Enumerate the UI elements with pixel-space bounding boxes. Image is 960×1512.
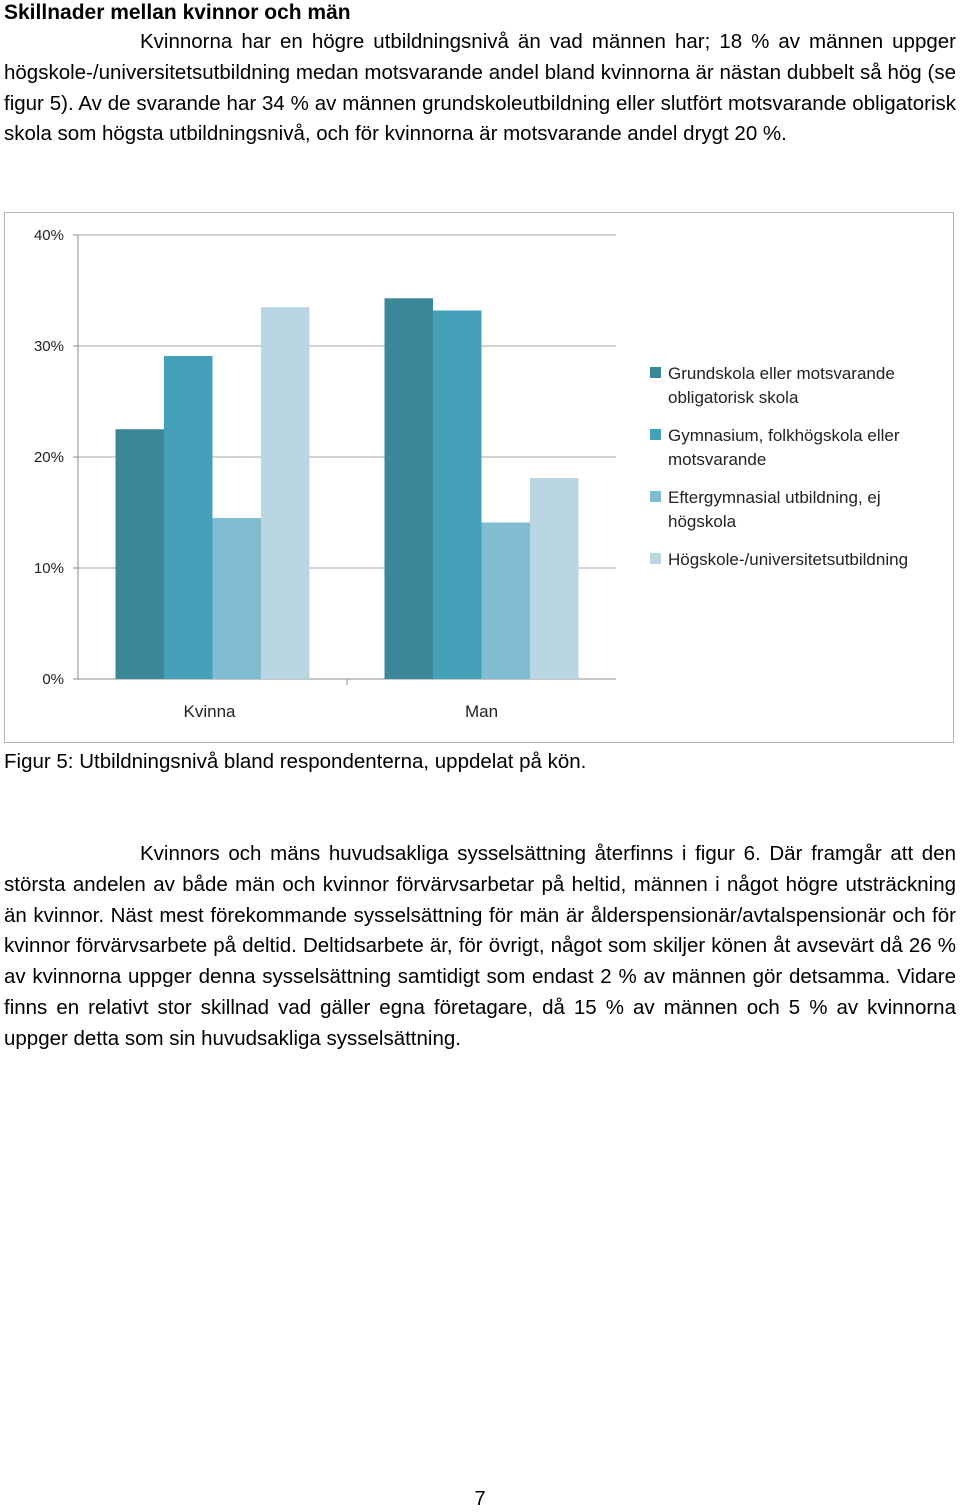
legend-swatch bbox=[650, 491, 661, 502]
y-tick-label: 30% bbox=[33, 338, 64, 355]
legend-swatch bbox=[650, 553, 661, 564]
bar bbox=[116, 429, 165, 679]
bar bbox=[482, 522, 531, 679]
y-tick-label: 40% bbox=[33, 227, 64, 244]
y-tick-label: 20% bbox=[33, 449, 64, 466]
paragraph-education: Kvinnorna har en högre utbildningsnivå än vad männen har; 18 % av männen uppger högskole-/universitetsutbildning medan motsvarande andel bland kvinnorna är nästan dubbelt så hög (se figur 5). Av de svarande har 34 % av männen grundskoleutbildning eller slutfört motsvarande obligatorisk skola som högsta utbildningsnivå, och för kvinnorna är motsvarande andel drygt 20 %. bbox=[4, 30, 956, 146]
legend-label: Högskole-/universitetsutbildning bbox=[668, 550, 909, 569]
legend-label: Gymnasium, folkhögskola eller bbox=[668, 426, 900, 445]
y-tick-label: 0% bbox=[42, 671, 64, 688]
figure-caption: Figur 5: Utbildningsnivå bland respondenterna, uppdelat på kön. bbox=[4, 750, 587, 773]
education-chart bbox=[4, 212, 954, 743]
legend-swatch bbox=[650, 429, 661, 440]
bar bbox=[530, 478, 579, 679]
page-number: 7 bbox=[474, 1488, 486, 1510]
section-heading: Skillnader mellan kvinnor och män bbox=[4, 1, 351, 24]
legend-label: Grundskola eller motsvarande bbox=[668, 364, 895, 383]
legend-label: Eftergymnasial utbildning, ej bbox=[668, 488, 881, 507]
category-label: Man bbox=[464, 702, 499, 721]
bar bbox=[385, 298, 434, 679]
bar bbox=[433, 310, 482, 679]
legend-label: obligatorisk skola bbox=[668, 388, 799, 407]
category-label: Kvinna bbox=[183, 702, 236, 721]
legend-label: högskola bbox=[668, 512, 737, 531]
bar bbox=[164, 356, 213, 679]
bar bbox=[261, 307, 310, 679]
bar bbox=[213, 518, 262, 679]
legend-label: motsvarande bbox=[668, 450, 767, 469]
y-tick-label: 10% bbox=[33, 560, 64, 577]
paragraph-employment: Kvinnors och mäns huvudsakliga sysselsättning återfinns i figur 6. Där framgår att den största andelen av både män och kvinnor förvärvsarbetar på heltid, männen i något högre utsträckning än kvinnor. Näst mest förekommande sysselsättning för män är ålderspensionär/avtalspensionär och för kvinnor förvärvsarbete på deltid. Deltidsarbete är, för övrigt, något som skiljer könen åt avsevärt då 26 % av kvinnorna uppger denna sysselsättning samtidigt som endast 2 % av männen gör detsamma. Vidare finns en relativt stor skillnad vad gäller egna företagare, då 15 % av männen och 5 % av kvinnorna uppger detta som sin huvudsakliga sysselsättning. bbox=[4, 842, 956, 1050]
legend-swatch bbox=[650, 367, 661, 378]
chart-canvas bbox=[5, 213, 955, 744]
